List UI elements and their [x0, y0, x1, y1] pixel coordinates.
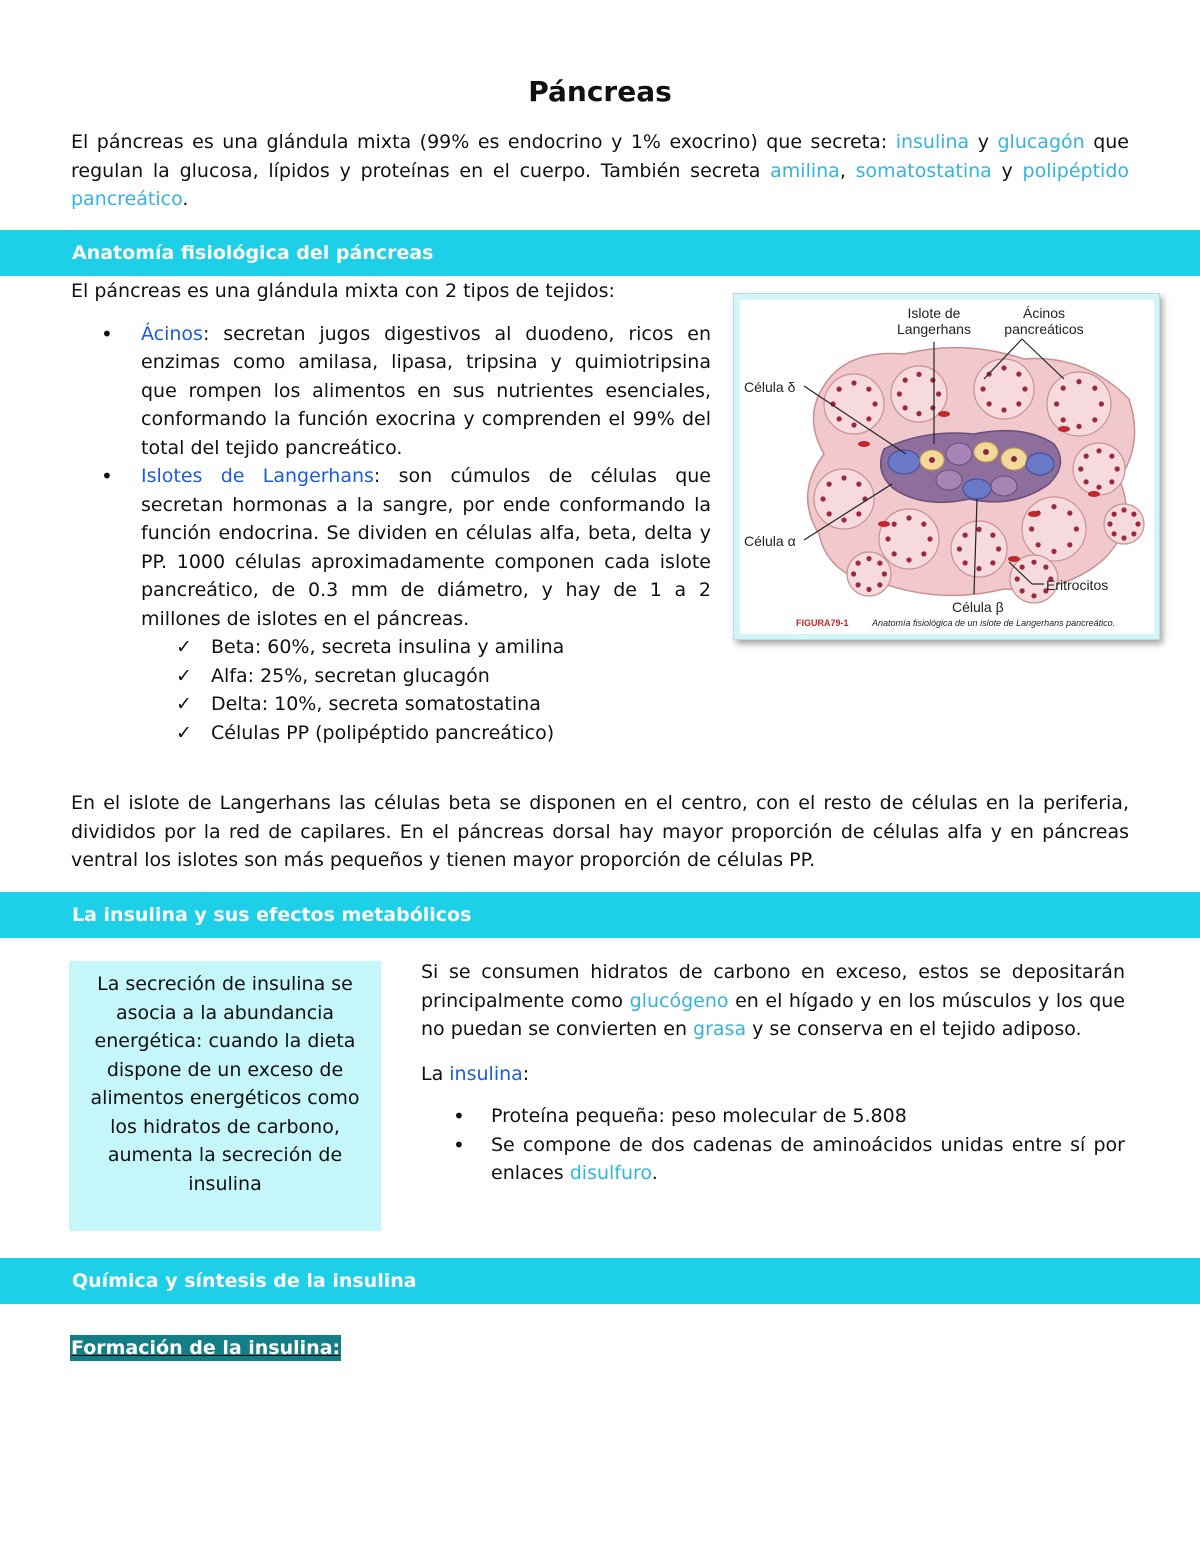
acinus-nucleus	[1020, 565, 1025, 570]
cell-type-text: Beta: 60%, secreta insulina y amilina	[211, 636, 565, 658]
acinus-nucleus	[921, 522, 926, 527]
acinus-nucleus	[1096, 448, 1101, 453]
acinus-nucleus	[841, 475, 846, 480]
section-title: Anatomía fisiológica del páncreas	[72, 242, 434, 264]
acinus-nucleus	[990, 560, 995, 565]
acinus-nucleus	[916, 372, 921, 377]
acinus-nucleus	[1096, 485, 1101, 490]
acinus-nucleus	[930, 378, 935, 383]
insulina-properties	[421, 1102, 1125, 1188]
intro-paragraph	[71, 128, 1129, 214]
acinus-nucleus	[837, 387, 842, 392]
label-eritrocitos: Eritrocitos	[1046, 577, 1109, 593]
efectos-text: .	[651, 1162, 658, 1184]
efectos-paragraph	[421, 958, 1125, 1044]
acinus-nucleus	[1043, 565, 1048, 570]
acinus-nucleus	[1076, 379, 1081, 384]
islet-illustration	[734, 294, 1161, 641]
acinus-nucleus	[1022, 386, 1027, 391]
acinus-nucleus	[827, 482, 832, 487]
erythrocyte	[858, 441, 870, 447]
anatomia-lead: El páncreas es una glándula mixta con 2 tipos de tejidos:	[71, 280, 615, 302]
acinus-nucleus	[1001, 365, 1006, 370]
acinus-nucleus	[892, 522, 897, 527]
acinus-nucleus	[916, 411, 921, 416]
acinus-nucleus	[903, 378, 908, 383]
acinus-nucleus	[866, 416, 871, 421]
acinus-nucleus	[1092, 386, 1097, 391]
acinus-nucleus	[963, 533, 968, 538]
acinus-nucleus	[990, 533, 995, 538]
cell-type-text: Alfa: 25%, secretan glucagón	[211, 664, 490, 687]
check-icon: ✓	[176, 721, 192, 744]
intro-text: y	[991, 159, 1023, 182]
acinus-nucleus	[1015, 576, 1020, 581]
acinus-nucleus	[957, 546, 962, 551]
acinus-nucleus	[827, 511, 832, 516]
cell-type-text: Delta: 10%, secreta somatostatina	[211, 693, 541, 715]
list-item	[421, 1131, 1125, 1188]
intro-text: que regulan la glucosa, lípidos y proteínas en el cuerpo. También secreta	[71, 131, 1129, 182]
acinus-nucleus	[976, 527, 981, 532]
list-item: • Proteína pequeña: peso molecular de 5.808	[421, 1102, 1125, 1131]
acinus-nucleus	[1135, 521, 1140, 526]
acinus-nucleus	[903, 405, 908, 410]
list-item-islotes	[71, 462, 711, 633]
erythrocyte	[1058, 426, 1070, 432]
acinus-nucleus	[996, 546, 1001, 551]
check-icon: ✓	[176, 664, 192, 687]
cell-type-list	[71, 633, 711, 747]
acinus-nucleus	[1099, 401, 1104, 406]
erythrocyte	[938, 411, 950, 417]
label-celula-alfa: Célula α	[744, 533, 796, 549]
label-celula-beta: Célula β	[952, 599, 1004, 615]
acinus-nucleus	[1112, 531, 1117, 536]
label-islote: Langerhans	[897, 321, 971, 337]
acinus-nucleus	[866, 387, 871, 392]
insulina-lead	[421, 1060, 1125, 1089]
acinus-nucleus	[897, 391, 902, 396]
acinus-nucleus	[1029, 526, 1034, 531]
acinus-nucleus	[1084, 454, 1089, 459]
caption-text: Anatomía fisiológica de un islote de Langerhans pancreático.	[872, 618, 1116, 628]
term-insulina-lead: insulina	[449, 1062, 523, 1085]
term-acinos: Ácinos	[141, 322, 203, 345]
acinus-nucleus	[872, 401, 877, 406]
acinus-nucleus	[866, 587, 871, 592]
section-title: Química y síntesis de la insulina	[72, 1270, 417, 1292]
acinus-nucleus	[1016, 372, 1021, 377]
acinus-nucleus	[1121, 535, 1126, 540]
acinus-nucleus	[856, 582, 861, 587]
list-item	[71, 662, 711, 691]
section-band-anatomia	[0, 230, 1200, 276]
anatomia-column	[71, 277, 711, 747]
acinus-nucleus	[963, 560, 968, 565]
acinus-nucleus	[877, 561, 882, 566]
acinus-nucleus	[921, 551, 926, 556]
check-icon: ✓	[176, 636, 192, 658]
acinus-nucleus	[820, 496, 825, 501]
erythrocyte	[1008, 556, 1020, 562]
intro-text: .	[182, 188, 189, 210]
acinus-nucleus	[837, 416, 842, 421]
acinus-nucleus	[877, 582, 882, 587]
islet-cluster	[881, 431, 1061, 503]
acinus-nucleus	[1067, 511, 1072, 516]
acinus-nucleus	[1131, 512, 1136, 517]
acinus-nucleus	[980, 386, 985, 391]
cell-type-text: Células PP (polipéptido pancreático)	[211, 721, 555, 744]
formacion-heading: Formación de la insulina:	[71, 1337, 341, 1359]
acinus-nucleus	[1061, 386, 1066, 391]
islotes-text: : son cúmulos de células que secretan hormonas a la sangre, por ende conformando la función endocrina. Se dividen en células alfa, beta, delta y PP. 1000 células aproximadamente componen cada islote pancreático, de 0.3 mm de diámetro, y hay de 1 a 2 millones de islotes en el páncreas.	[141, 465, 711, 630]
acinus-nucleus	[1121, 507, 1126, 512]
acinus-nucleus	[1112, 512, 1117, 517]
efectos-text: Si se consumen hidratos de carbono en exceso, estos se depositarán principalmente como	[421, 961, 1125, 1012]
acinus-nucleus	[906, 557, 911, 562]
section-band-quimica	[0, 1258, 1200, 1304]
intro-text: ,	[839, 159, 856, 182]
section-band-insulina	[0, 892, 1200, 938]
section-title: La insulina y sus efectos metabólicos	[72, 904, 472, 926]
term-amilina: amilina	[770, 159, 840, 182]
acinus-nucleus	[1092, 417, 1097, 422]
acinus-nucleus	[906, 515, 911, 520]
acinus-nucleus	[1067, 542, 1072, 547]
list-item	[71, 690, 711, 719]
acinus-nucleus	[1074, 526, 1079, 531]
label-acinos: pancreáticos	[1004, 321, 1084, 337]
list-item-acinos	[71, 320, 711, 463]
acinus-nucleus	[1078, 466, 1083, 471]
term-polipeptido: polipéptido pancreático	[71, 159, 1129, 210]
term-somatostatina: somatostatina	[855, 159, 992, 182]
acinus-nucleus	[1109, 454, 1114, 459]
acinus-nucleus	[1084, 479, 1089, 484]
acinus-nucleus	[856, 561, 861, 566]
acinus-nucleus	[851, 422, 856, 427]
efectos-text: Se compone de dos cadenas de aminoácidos unidas entre sí por enlaces	[491, 1133, 1125, 1184]
acinus-nucleus	[1131, 531, 1136, 536]
acinus-nucleus	[936, 391, 941, 396]
efectos-text: y se conserva en el tejido adiposo.	[746, 1018, 1082, 1040]
erythrocyte	[1088, 491, 1100, 497]
label-acinos: Ácinos	[1022, 305, 1066, 321]
acinus-nucleus	[1051, 504, 1056, 509]
term-disulfuro: disulfuro	[569, 1162, 652, 1184]
acinus-nucleus	[892, 551, 897, 556]
closing-paragraph: En el islote de Langerhans las células beta se disponen en el centro, con el resto de células en la periferia, divididos por la red de capilares. En el páncreas dorsal hay mayor proporción de células alfa y en páncreas ventral los islotes son más pequeños y tienen mayor proporción de células PP.	[71, 792, 1129, 871]
tissue-list	[71, 320, 711, 634]
caption-number: FIGURA79-1	[796, 618, 849, 628]
term-insulina: insulina	[895, 131, 970, 153]
acinus-nucleus	[1054, 401, 1059, 406]
acinos-text: : secretan jugos digestivos al duodeno, ricos en enzimas como amilasa, lipasa, tripsina y quimiotripsina que rompen los alimentos en sus nutrientes esenciales, conformando la función exocrina y comprenden el 99% del total del tejido pancreático.	[141, 322, 711, 459]
acinus-nucleus	[1051, 549, 1056, 554]
efectos-text: La	[421, 1062, 450, 1085]
islet-figure	[733, 293, 1160, 640]
acinus-nucleus	[882, 571, 887, 576]
acinus-nucleus	[1076, 424, 1081, 429]
acinus-nucleus	[1061, 417, 1066, 422]
acinus-nucleus	[841, 517, 846, 522]
page-title: Páncreas	[528, 75, 672, 108]
list-item	[71, 633, 711, 662]
efectos-column	[421, 958, 1125, 1188]
acinus-nucleus	[1016, 401, 1021, 406]
efectos-text: en el hígado y en los músculos y los que no puedan se convierten en	[421, 989, 1126, 1040]
acinus-nucleus	[866, 556, 871, 561]
label-celula-delta: Célula δ	[744, 379, 796, 395]
term-islotes: Islotes de Langerhans	[141, 465, 374, 487]
acinus-nucleus	[1020, 588, 1025, 593]
acinus-nucleus	[851, 571, 856, 576]
acinus-nucleus	[856, 511, 861, 516]
acinus-nucleus	[1031, 593, 1036, 598]
acinus-nucleus	[927, 536, 932, 541]
acinus-nucleus	[1115, 466, 1120, 471]
list-item	[71, 719, 711, 748]
term-grasa: grasa	[693, 1018, 747, 1040]
efectos-text: :	[522, 1062, 530, 1085]
erythrocyte	[878, 521, 890, 527]
erythrocyte	[1028, 511, 1040, 517]
intro-text: y	[969, 131, 998, 153]
acinus-nucleus	[1036, 542, 1041, 547]
acinus-nucleus	[930, 405, 935, 410]
acinus-nucleus	[1001, 407, 1006, 412]
acinus-nucleus	[987, 401, 992, 406]
label-islote: Islote de	[907, 305, 961, 321]
acinus-nucleus	[1031, 560, 1036, 565]
intro-text: El páncreas es una glándula mixta (99% es endocrino y 1% exocrino) que secreta:	[71, 131, 896, 153]
acinus-nucleus	[885, 536, 890, 541]
acinus-nucleus	[856, 482, 861, 487]
term-glucogeno: glucógeno	[629, 989, 729, 1012]
check-icon: ✓	[176, 693, 192, 715]
acinus-nucleus	[1109, 479, 1114, 484]
acinus-nucleus	[976, 566, 981, 571]
acinus-nucleus	[851, 380, 856, 385]
callout-box: La secreción de insulina se asocia a la abundancia energética: cuando la dieta dispone de un exceso de alimentos energéticos como los hidratos de carbono, aumenta la secreción de insulina	[69, 961, 381, 1231]
acinus-nucleus	[1107, 521, 1112, 526]
term-glucagon: glucagón	[997, 131, 1085, 153]
